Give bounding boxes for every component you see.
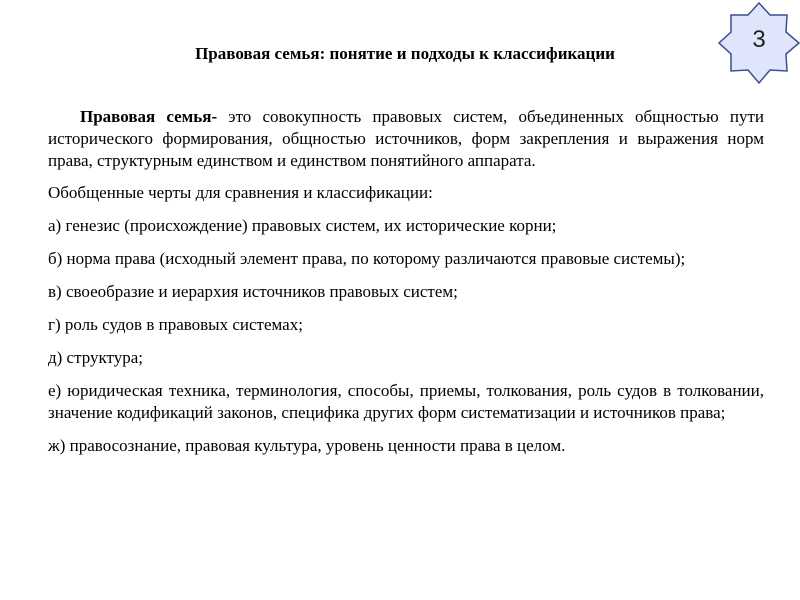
list-item: г) роль судов в правовых системах;: [48, 315, 303, 334]
list-item: д) структура;: [48, 348, 144, 367]
list-item: а) генезис (происхождение) правовых систем, их исторические корни;: [48, 216, 557, 235]
list-item: е) юридическая техника, терминология, способы, приемы, толкования, роль судов в толковании, значение кодификаций законов, специфика других форм систематизации и источников права;: [48, 381, 764, 422]
list-item: ж) правосознание, правовая культура, уровень ценности права в целом.: [48, 436, 566, 455]
list-item: б) норма права (исходный элемент права, по которому различаются правовые системы);: [48, 249, 686, 268]
slide-content: [48, 106, 764, 468]
slide-number-badge: [718, 2, 800, 84]
intro-text: Обобщенные черты для сравнения и классификации:: [48, 183, 433, 202]
definition-paragraph: [48, 106, 764, 172]
slide-title: Правовая семья: понятие и подходы к классификации: [195, 44, 615, 63]
list-item: в) своеобразие и иерархия источников правовых систем;: [48, 282, 458, 301]
slide-number: 3: [752, 26, 766, 53]
definition-text: это совокупность правовых систем, объединенных общностью пути исторического формирования, общностью источников, форм закрепления и выражения норм права, структурным единством и единством понятийного аппарата.: [48, 107, 764, 170]
definition-term: Правовая семья-: [80, 107, 218, 126]
